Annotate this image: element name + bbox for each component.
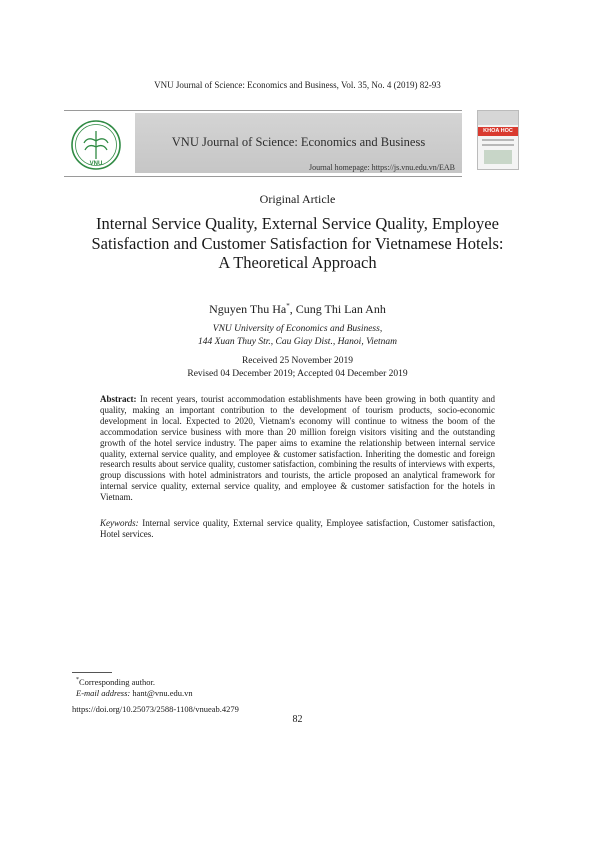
cover-top <box>478 111 518 125</box>
author-list <box>0 302 595 317</box>
article-type: Original Article <box>259 192 336 206</box>
footnote-rule <box>72 672 112 673</box>
title-line: Internal Service Quality, External Service Quality, Employee <box>96 214 499 233</box>
title-line: Satisfaction and Customer Satisfaction for Vietnamese Hotels: <box>91 233 504 253</box>
article-dates <box>0 355 595 381</box>
affiliation-line: VNU University of Economics and Business, <box>212 324 383 334</box>
affiliation-line: 144 Xuan Thuy Str., Cau Giay Dist., Hanoi, Vietnam <box>197 337 398 347</box>
article-title <box>50 214 545 273</box>
footnote <box>76 675 376 699</box>
logo-text: VNU <box>89 161 103 167</box>
footnote-mark: * <box>76 677 79 683</box>
revised-accepted-date: Revised 04 December 2019; Accepted 04 December 2019 <box>187 369 408 379</box>
corresponding-mark: * <box>286 302 290 310</box>
abstract-text: In recent years, tourist accommodation establishments have been growing in both quantity and quality, making an important contribution to the development of tourism products, socio-economic development in local. Expected to 2020, Vietnam's economy will continue to witness the boom of the accommodation service business with more than 20 million foreign visitors visiting and the outstanding growth of the hotel service industry. The paper aims to examine the relationship between internal service quality, external service quality, and employee & customer satisfaction. Inheriting the domestic and foreign research results about service quality, customer satisfaction, combining the results of interviews with experts, group discussions with hotel administrators and tourists, the article proposed an analytical framework for internal service quality, external service quality, and employee & customer satisfaction for the hotels in Vietnam. <box>100 394 495 503</box>
title-line: A Theoretical Approach <box>218 253 377 272</box>
journal-cover-thumbnail <box>477 110 519 170</box>
keywords-label: Keywords: <box>100 518 139 528</box>
cover-image <box>484 150 512 164</box>
received-date: Received 25 November 2019 <box>241 356 354 366</box>
email-address[interactable]: hant@vnu.edu.vn <box>132 687 193 698</box>
affiliation <box>0 323 595 349</box>
banner-top-rule <box>64 110 462 111</box>
corresponding-author: Corresponding author. <box>79 676 156 687</box>
page-number: 82 <box>292 714 303 725</box>
corresponding-note <box>76 675 376 688</box>
abstract-label: Abstract: <box>100 394 137 404</box>
cover-line <box>482 144 514 146</box>
vnu-logo-icon <box>70 119 122 171</box>
keywords <box>100 518 495 540</box>
author-name: , Cung Thi Lan Anh <box>289 302 386 316</box>
cover-title-band: KHOA HOC <box>478 127 518 136</box>
cover-line <box>482 139 514 141</box>
running-head: VNU Journal of Science: Economics and Business, Vol. 35, No. 4 (2019) 82-93 <box>154 80 441 90</box>
abstract <box>100 394 495 503</box>
email-line <box>76 688 376 699</box>
keywords-text: Internal service quality, External service quality, Employee satisfaction, Customer satisfaction, Hotel services. <box>100 518 495 539</box>
journal-homepage[interactable]: Journal homepage: https://js.vnu.edu.vn/EAB <box>309 163 455 172</box>
banner-bottom-rule <box>64 176 462 177</box>
doi-link[interactable]: https://doi.org/10.25073/2588-1108/vnueab.4279 <box>72 704 239 714</box>
author-name: Nguyen Thu Ha <box>209 302 287 316</box>
email-label: E-mail address: <box>76 687 131 698</box>
journal-name: VNU Journal of Science: Economics and Business <box>171 135 426 149</box>
